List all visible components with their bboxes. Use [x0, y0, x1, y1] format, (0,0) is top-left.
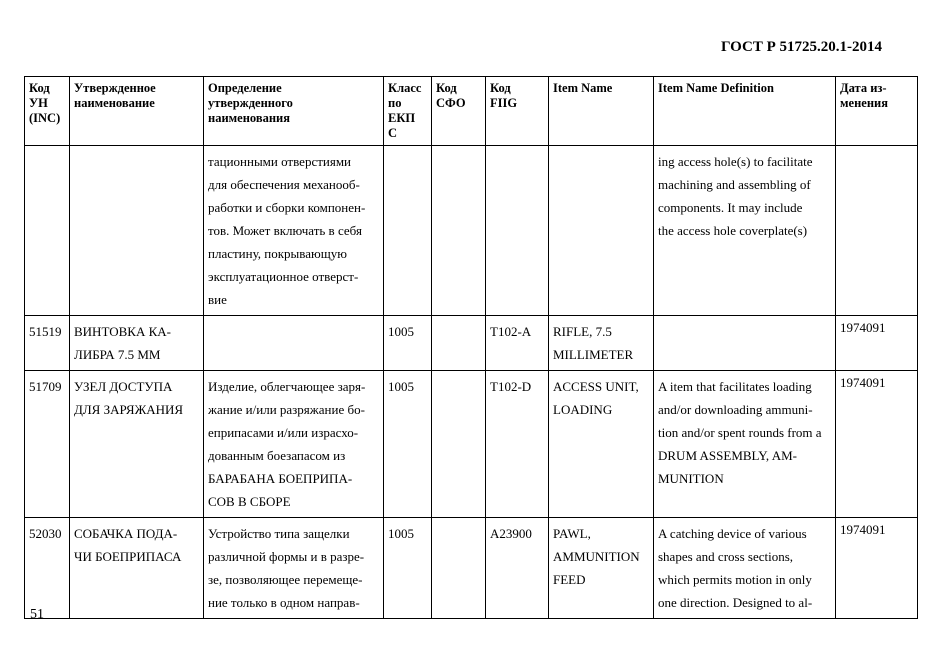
- header-line: Код: [490, 81, 511, 95]
- header-line: ЕКП: [388, 111, 416, 125]
- cell-fiig: [486, 146, 549, 316]
- table-row: [25, 146, 918, 316]
- header-line: утвержденного: [208, 96, 293, 110]
- cell-line: MUNITION: [658, 471, 724, 486]
- cell-inc: [25, 518, 70, 619]
- cell-line: вие: [208, 292, 227, 307]
- header-line: наименования: [208, 111, 291, 125]
- cell-definition: [204, 316, 384, 371]
- cell-item-definition: [654, 371, 836, 518]
- cell-line: работки и сборки компонен-: [208, 200, 366, 215]
- cell-item-definition: [654, 146, 836, 316]
- cell-sfo: [432, 316, 486, 371]
- cell-line: еприпасами и/или израсхо-: [208, 425, 359, 440]
- cell-sfo: [432, 146, 486, 316]
- cell-line: A23900: [490, 526, 532, 541]
- cell-item-definition: [654, 316, 836, 371]
- header-line: Утвержденное: [74, 81, 156, 95]
- cell-line: ВИНТОВКА КА-: [74, 324, 171, 339]
- cell-item-name: [549, 518, 654, 619]
- cell-inc: [25, 316, 70, 371]
- cell-line: 52030: [29, 526, 62, 541]
- cell-line: machining and assembling of: [658, 177, 811, 192]
- cell-line: ЧИ БОЕПРИПАСА: [74, 549, 182, 564]
- header-line: FIIG: [490, 96, 518, 110]
- cell-line: RIFLE, 7.5: [553, 324, 612, 339]
- col-header-inc: [25, 77, 70, 146]
- cell-item-name: [549, 146, 654, 316]
- table-row: [25, 518, 918, 619]
- header-line: Код: [436, 81, 457, 95]
- cell-line: AMMUNITION: [553, 549, 640, 564]
- cell-line: СОВ В СБОРЕ: [208, 494, 291, 509]
- cell-line: one direction. Designed to al-: [658, 595, 813, 610]
- page-number: 51: [30, 607, 44, 622]
- cell-line: tion and/or spent rounds from a: [658, 425, 822, 440]
- header-line: Item Name Definition: [658, 81, 774, 95]
- cell-item-name: [549, 371, 654, 518]
- cell-fiig: [486, 371, 549, 518]
- cell-line: ing access hole(s) to facilitate: [658, 154, 813, 169]
- cell-approved-name: [70, 371, 204, 518]
- header-line: Дата из-: [840, 81, 887, 95]
- col-header-approved-name: [70, 77, 204, 146]
- cell-definition: [204, 518, 384, 619]
- cell-line: shapes and cross sections,: [658, 549, 794, 564]
- cell-line: эксплуатационное отверст-: [208, 269, 359, 284]
- cell-line: ДЛЯ ЗАРЯЖАНИЯ: [74, 402, 184, 417]
- cell-sfo: [432, 371, 486, 518]
- cell-line: 1005: [388, 526, 414, 541]
- header-line: менения: [840, 96, 888, 110]
- cell-approved-name: [70, 316, 204, 371]
- cell-fiig: [486, 518, 549, 619]
- cell-item-definition: [654, 518, 836, 619]
- cell-approved-name: [70, 146, 204, 316]
- cell-sfo: [432, 518, 486, 619]
- col-header-change-date: [836, 77, 918, 146]
- cell-line: the access hole coverplate(s): [658, 223, 808, 238]
- cell-line: components. It may include: [658, 200, 803, 215]
- cell-change-date: [836, 518, 918, 619]
- cell-line: ние только в одном направ-: [208, 595, 360, 610]
- cell-line: ЛИБРА 7.5 ММ: [74, 347, 161, 362]
- cell-definition: [204, 371, 384, 518]
- cell-inc: [25, 371, 70, 518]
- header-line: Класс: [388, 81, 422, 95]
- cell-line: 1974091: [840, 375, 886, 390]
- table-row: [25, 371, 918, 518]
- cell-class: [384, 518, 432, 619]
- cell-line: УЗЕЛ ДОСТУПА: [74, 379, 173, 394]
- cell-fiig: [486, 316, 549, 371]
- cell-line: зе, позволяющее перемеще-: [208, 572, 363, 587]
- table-row: [25, 316, 918, 371]
- cell-line: 1005: [388, 324, 414, 339]
- document-code: ГОСТ Р 51725.20.1-2014: [721, 39, 883, 55]
- cell-line: and/or downloading ammuni-: [658, 402, 813, 417]
- cell-line: СОБАЧКА ПОДА-: [74, 526, 178, 541]
- col-header-definition: [204, 77, 384, 146]
- col-header-item-definition: [654, 77, 836, 146]
- header-row: [25, 77, 918, 146]
- cell-line: LOADING: [553, 402, 613, 417]
- cell-change-date: [836, 146, 918, 316]
- cell-line: БАРАБАНА БОЕПРИПА-: [208, 471, 353, 486]
- cell-line: A item that facilitates loading: [658, 379, 812, 394]
- cell-line: Устройство типа защелки: [208, 526, 350, 541]
- col-header-sfo: [432, 77, 486, 146]
- cell-line: жание и/или разряжание бо-: [208, 402, 365, 417]
- cell-line: Изделие, облегчающее заря-: [208, 379, 366, 394]
- cell-line: DRUM ASSEMBLY, AM-: [658, 448, 797, 463]
- header-line: (INC): [29, 111, 61, 125]
- cell-definition: [204, 146, 384, 316]
- header-line: Код: [29, 81, 50, 95]
- header-line: наименование: [74, 96, 155, 110]
- catalog-table: [24, 76, 918, 619]
- header-line: СФО: [436, 96, 466, 110]
- cell-change-date: [836, 316, 918, 371]
- cell-approved-name: [70, 518, 204, 619]
- cell-line: тационными отверстиями: [208, 154, 352, 169]
- cell-line: 51519: [29, 324, 62, 339]
- cell-line: 51709: [29, 379, 62, 394]
- cell-line: пластину, покрывающую: [208, 246, 347, 261]
- cell-inc: [25, 146, 70, 316]
- header-line: УН: [29, 96, 48, 110]
- col-header-class: [384, 77, 432, 146]
- table-header: [25, 77, 918, 146]
- cell-class: [384, 316, 432, 371]
- cell-line: FEED: [553, 572, 586, 587]
- cell-line: дованным боезапасом из: [208, 448, 346, 463]
- cell-item-name: [549, 316, 654, 371]
- cell-line: T102-A: [490, 324, 532, 339]
- header-line: Определение: [208, 81, 282, 95]
- header-line: по: [388, 96, 402, 110]
- cell-change-date: [836, 371, 918, 518]
- cell-line: MILLIMETER: [553, 347, 634, 362]
- cell-line: which permits motion in only: [658, 572, 812, 587]
- cell-class: [384, 371, 432, 518]
- header-line: Item Name: [553, 81, 613, 95]
- header-line: С: [388, 126, 398, 140]
- cell-line: PAWL,: [553, 526, 591, 541]
- col-header-item-name: [549, 77, 654, 146]
- cell-line: для обеспечения механооб-: [208, 177, 360, 192]
- cell-line: T102-D: [490, 379, 532, 394]
- cell-line: 1974091: [840, 522, 886, 537]
- col-header-fiig: [486, 77, 549, 146]
- cell-line: 1005: [388, 379, 414, 394]
- cell-line: ACCESS UNIT,: [553, 379, 639, 394]
- cell-line: тов. Может включать в себя: [208, 223, 362, 238]
- cell-class: [384, 146, 432, 316]
- cell-line: 1974091: [840, 320, 886, 335]
- cell-line: A catching device of various: [658, 526, 807, 541]
- cell-line: различной формы и в разре-: [208, 549, 365, 564]
